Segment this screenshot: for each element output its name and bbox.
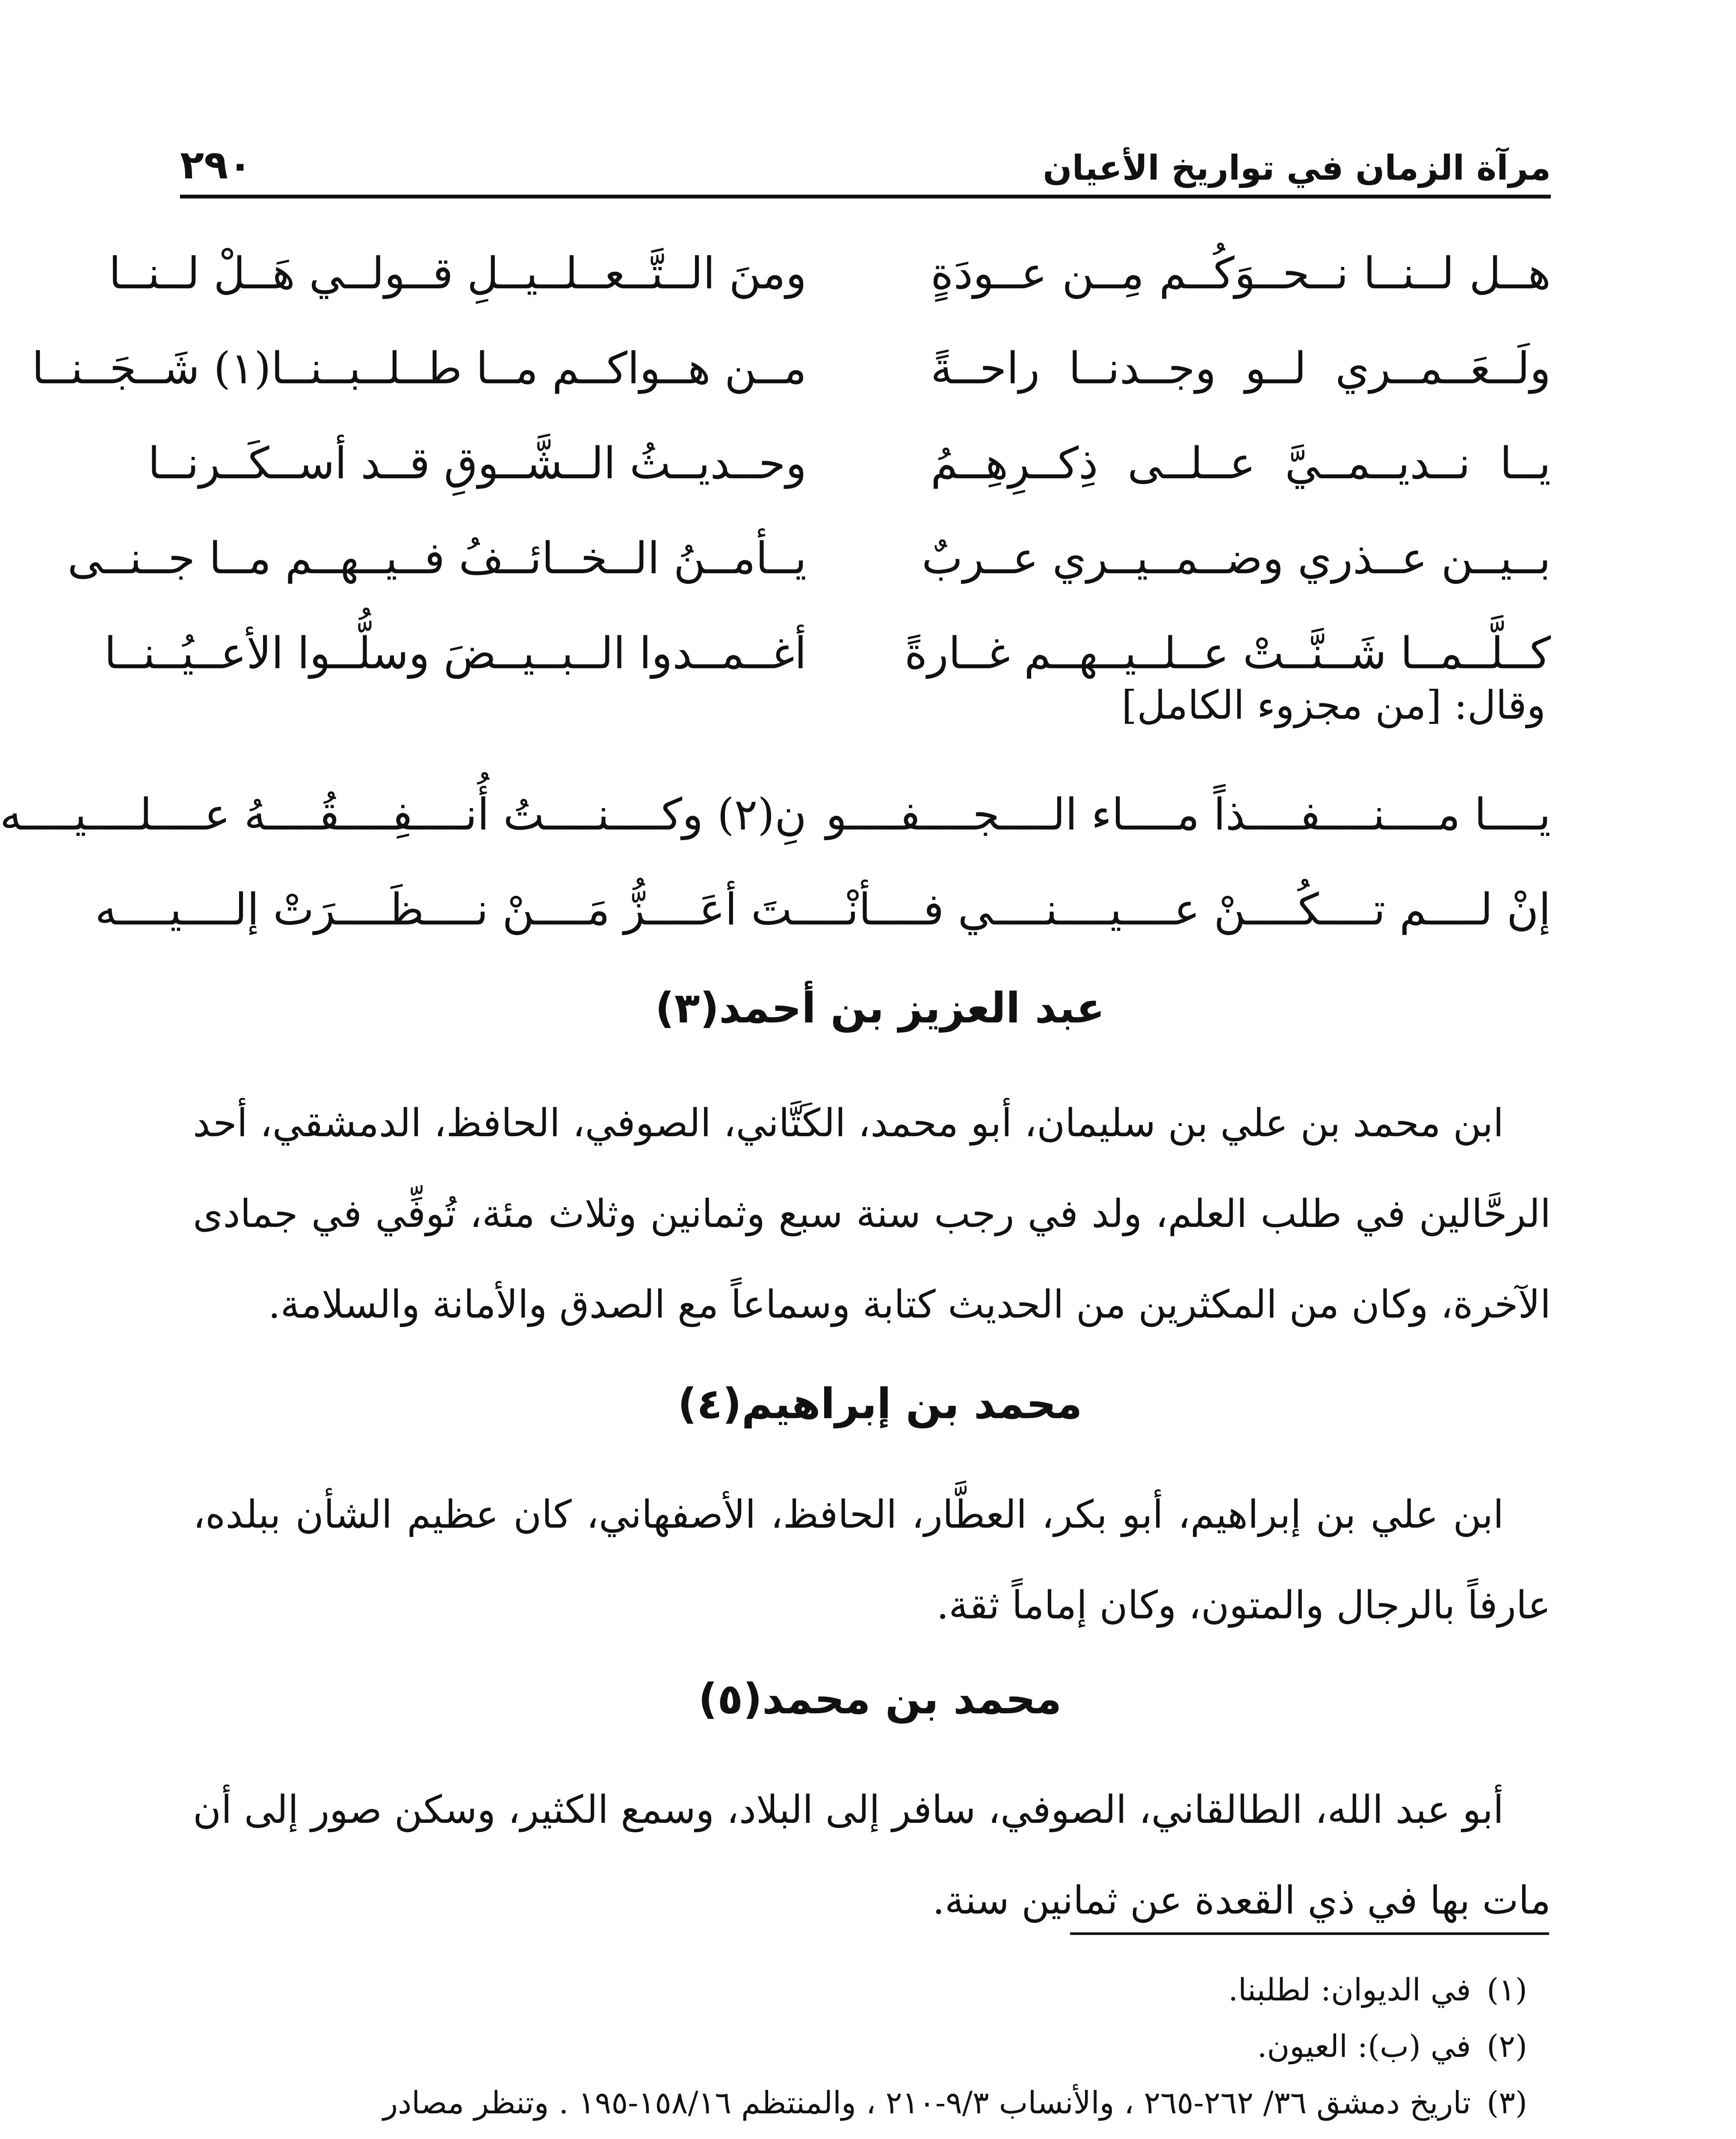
footnote-continuation: [189, 2131, 1527, 2139]
verse: [32, 328, 1551, 423]
entry-body: [193, 1469, 1551, 1651]
poem-intro: وقال: [من مجزوء الكامل]: [1121, 682, 1546, 728]
footnote-marker: (٢): [1487, 2028, 1527, 2064]
footnotes: [189, 1961, 1527, 2139]
footnote-marker: (١): [1487, 1972, 1527, 2008]
book-title: مرآة الزمان في تواريخ الأعيان: [1043, 148, 1551, 188]
second-hemistich: أغــمــدوا الــبــيــضَ وسلُّــوا الأعــيُــنــا: [104, 628, 807, 679]
verse: [109, 233, 1551, 328]
entry-paragraph: أبو عبد الله، الطالقاني، الصوفي، سافر إلى البلاد، وسمع الكثير، وسكن صور إلى أن مات بها في ذي القعدة عن ثمانين سنة.: [193, 1787, 1551, 1923]
first-hemistich: بــيــن عــذري وضــمــيــري عــربٌ: [922, 533, 1551, 584]
footnote: [189, 1961, 1527, 2018]
second-hemistich: نِ(٢) وكــــنــــتُ أُنــــفِــــقُــــهُ عــــلــــيــــه: [0, 789, 807, 840]
first-hemistich: إنْ لــــم تــــكُــــنْ عــــيــــنــــي فــــأنْــــ: [795, 884, 1551, 935]
entry-paragraph: ابن علي بن إبراهيم، أبو بكر، العطَّار، الحافظ، الأصفهاني، كان عظيم الشأن ببلده، عارفاً بالرجال والمتون، وكان إماماً ثقة.: [193, 1492, 1551, 1628]
verse: [95, 869, 1551, 964]
entry-heading: محمد بن إبراهيم(٤): [677, 1380, 1082, 1428]
page-number: ٢٩٠: [180, 142, 252, 188]
first-hemistich: كــلَّــمــا شَــنَّــتْ عــلــيــهــم غــارةً: [904, 628, 1551, 679]
footnote-text: في (ب): العيون.: [1257, 2028, 1471, 2064]
first-hemistich: يــا نــديــمــيَّ عــلــى ذِكــرِهِــمُ: [931, 438, 1551, 489]
entry-heading: محمد بن محمد(٥): [698, 1675, 1062, 1724]
first-hemistich: هــل لــنــا نــحــوَكُــم مِــن عــودَةٍ: [931, 248, 1551, 299]
first-hemistich: ولَــعَــمــري لــو وجــدنــا راحــةً: [931, 343, 1551, 394]
footnote-marker: (٣): [1487, 2085, 1527, 2121]
entry-body: [193, 1078, 1551, 1350]
entry-heading: عبد العزيز بن أحمد(٣): [655, 984, 1105, 1033]
second-hemistich: يــأمــنُ الــخــائــفُ فــيــهــم مــا جــنــى: [67, 533, 807, 584]
second-hemistich: ومنَ الــتَّــعــلــيــلِ قــولــي هَــلْ لــنــا: [109, 248, 807, 299]
verse: [0, 774, 1551, 869]
second-hemistich: وحــديــثُ الــشَّــوقِ قــد أســكَــرنــا: [148, 438, 807, 489]
entry-paragraph: ابن محمد بن علي بن سليمان، أبو محمد، الكَتَّاني، الصوفي، الحافظ، الدمشقي، أحد الرحَّالين في طلب العلم، ولد في رجب سنة سبع وثمانين وثلاث مئة، تُوفِّي في جمادى الآخرة، وكان من المكثرين من الحديث كتابة وسماعاً مع الصدق والأمانة والسلامة.: [193, 1101, 1551, 1327]
footnote: [189, 2074, 1527, 2139]
second-hemistich: ـتَ أعَــــزُّ مَــــنْ نــــظَــــرَتْ إلــــيــــه: [95, 884, 807, 935]
footnote-text: تاريخ دمشق ٣٦/ ٢٦٢-٢٦٥ ، والأنساب ٩/٣-٢١٠ ، والمنتظم ١٥٨/١٦-١٩٥ . وتنظر مصادر: [383, 2085, 1471, 2121]
footnote-separator: [1070, 1932, 1549, 1935]
second-hemistich: مــن هــواكــم مــا طــلــبــنــا(١) شَــجَــنــا: [32, 343, 807, 394]
verse: [148, 423, 1551, 518]
verse: [67, 518, 1551, 613]
footnote-text: في الديوان: لطلبنا.: [1228, 1972, 1471, 2008]
poem-two: [0, 774, 1551, 964]
entry-body: [193, 1765, 1551, 1946]
footnote: [189, 2018, 1527, 2074]
first-hemistich: يــــا مــــنــــفــــذاً مــــاء الــــجــــفــــو: [825, 789, 1551, 840]
running-header: [180, 130, 1551, 198]
poem-one: [32, 233, 1551, 708]
